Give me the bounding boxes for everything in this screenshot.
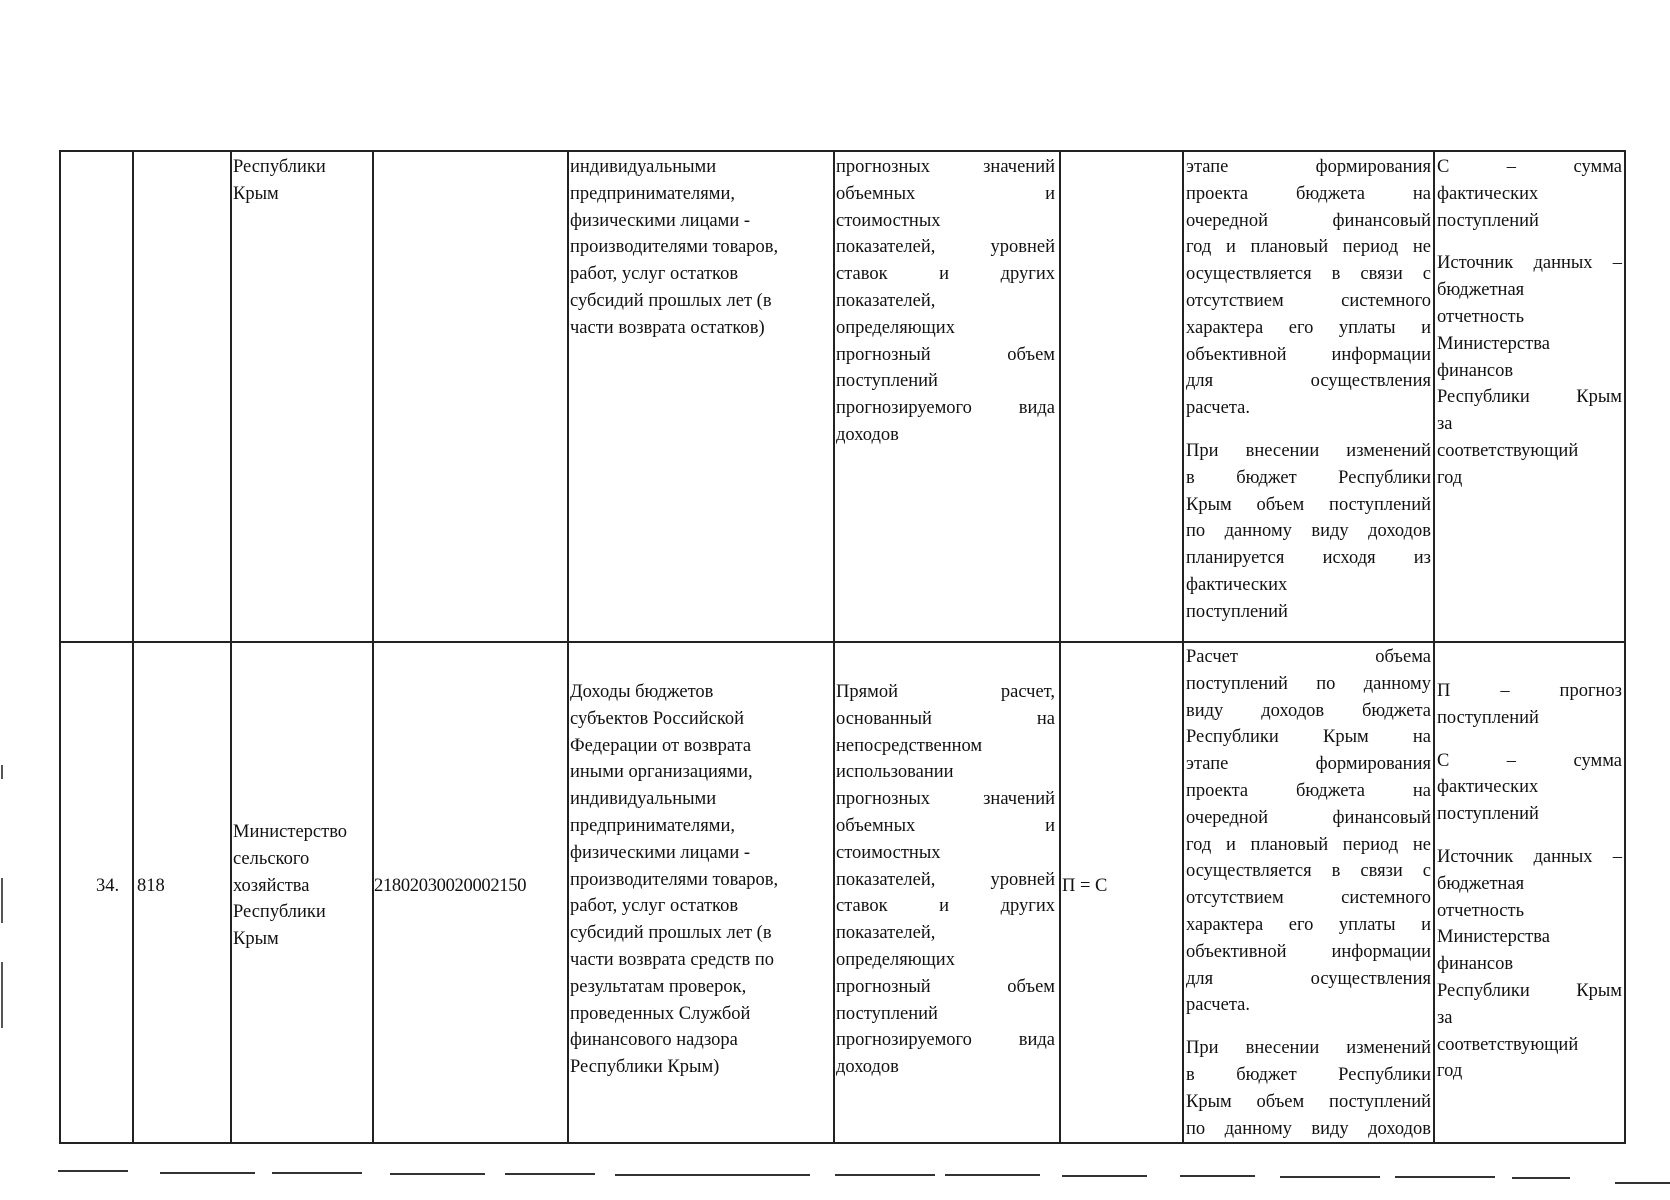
method-line: прогнозный объем [836,976,1055,997]
method-line: доходов [836,424,899,445]
organ-line: Крым [233,183,279,204]
description-line: поступлений [1186,601,1288,622]
scan-dash [272,1172,362,1174]
parameter-line: Республики Крым [1437,387,1622,408]
method-line: ставок и других [836,896,1055,917]
method-cell [836,679,1055,1081]
method-line: определяющих [836,949,955,970]
parameter-line: С – сумма [1437,157,1622,177]
name-line: результатам проверок, [570,976,747,997]
scan-edge-mark [1,878,3,923]
scan-dash [1615,1182,1670,1184]
description-cell [1186,644,1431,1142]
parameter-line: Источник данных – [1437,846,1622,867]
method-line: доходов [836,1057,899,1078]
method-line: стоимостных [836,842,941,863]
method-line: прогнозных значений [836,157,1055,177]
description-line: в бюджет Республики [1186,467,1431,488]
description-line: год и плановый период не [1186,834,1431,855]
parameter-line: П – прогноз [1437,681,1622,701]
method-line: прогнозный объем [836,344,1055,365]
parameter-line: фактических [1437,777,1539,798]
name-line: иными организациями, [570,762,753,783]
method-line: стоимостных [836,210,941,231]
scan-dash [1180,1175,1255,1177]
scan-dash [615,1174,810,1176]
description-line: осуществляется в связи с [1186,861,1431,882]
column-border [833,150,835,1144]
table-top-border [59,150,1626,152]
parameter-line: С – сумма [1437,750,1622,771]
parameter-line: за [1437,1007,1453,1028]
method-line: определяющих [836,317,955,338]
parameter-line: отчетность [1437,900,1525,921]
description-line: отсутствием системного [1186,290,1431,311]
organ-line: Республики [233,157,326,177]
description-line: При внесении изменений [1186,440,1431,461]
name-line: физическими лицами - [570,210,751,231]
description-line: объективной информации [1186,941,1431,962]
scan-dash [835,1174,935,1176]
organ-line: Республики [233,902,326,923]
description-line: фактических [1186,574,1288,595]
description-line: Крым объем поступлений [1186,1091,1431,1112]
method-cell-top [836,154,1055,449]
column-border [372,150,374,1144]
description-line: по данному виду доходов [1186,1118,1431,1139]
parameters-cell [1437,678,1622,1085]
description-line: очередной финансовый [1186,210,1431,231]
parameter-line: год [1437,1061,1463,1082]
column-border [1059,150,1061,1144]
name-line: Доходы бюджетов [570,682,714,702]
parameter-line: финансов [1437,360,1514,381]
method-line: основанный на [836,708,1055,729]
parameter-line: за [1437,414,1453,435]
description-line: расчета. [1186,398,1250,419]
description-line: в бюджет Республики [1186,1064,1431,1085]
organ-line: Министерство [233,822,348,842]
description-line: объективной информации [1186,344,1431,365]
method-line: прогнозных значений [836,789,1055,810]
column-border [1624,150,1626,1144]
description-line: характера его уплаты и [1186,914,1431,935]
method-line: объемных и [836,183,1055,204]
name-line: индивидуальными [570,789,717,810]
description-line: Крым объем поступлений [1186,494,1431,515]
scan-dash [1280,1176,1380,1178]
scan-dash [1395,1176,1495,1178]
parameter-line: Источник данных – [1437,253,1622,274]
scan-dash [1512,1177,1570,1179]
method-line: использовании [836,762,954,783]
organ-cell-top [233,154,369,208]
parameter-line: поступлений [1437,210,1539,231]
method-line: показателей, уровней [836,237,1055,258]
parameter-line: фактических [1437,183,1539,204]
method-line: ставок и других [836,264,1055,285]
name-line: субсидий прошлых лет (в [570,923,772,944]
parameter-line: отчетность [1437,306,1525,327]
description-line: отсутствием системного [1186,888,1431,909]
scan-dash [505,1173,595,1175]
scan-dash [390,1173,485,1175]
parameter-line: бюджетная [1437,873,1525,894]
scan-dash [160,1172,255,1174]
description-line: характера его уплаты и [1186,317,1431,338]
row-divider [59,641,1626,643]
description-line: При внесении изменений [1186,1038,1431,1059]
method-line: Прямой расчет, [836,682,1055,702]
organ-cell [233,819,371,953]
method-line: показателей, [836,923,936,944]
scan-dash [1062,1175,1147,1177]
row-number: 34. [96,876,120,896]
name-cell [570,679,832,1081]
name-line: производителями товаров, [570,237,779,258]
description-line: Расчет объема [1186,647,1431,667]
description-line: для осуществления [1186,371,1431,392]
description-line: год и плановый период не [1186,237,1431,258]
name-line: части возврата остатков) [570,317,765,338]
name-line: субсидий прошлых лет (в [570,290,772,311]
name-line: Федерации от возврата [570,735,752,756]
name-line: проведенных Службой [570,1003,751,1024]
parameter-line: Министерства [1437,333,1550,354]
method-line: показателей, [836,290,936,311]
column-border [1433,150,1435,1144]
parameter-line: Республики Крым [1437,980,1622,1001]
column-border [230,150,232,1144]
description-line: этапе формирования [1186,157,1431,177]
description-line: по данному виду доходов [1186,521,1431,542]
kbk-code: 21802030020002150 [374,876,527,896]
name-line: работ, услуг остатков [570,896,739,917]
method-line: непосредственном [836,735,983,756]
parameter-line: Министерства [1437,927,1550,948]
name-line: субъектов Российской [570,708,745,729]
column-border [132,150,134,1144]
parameters-cell-top [1437,154,1622,492]
name-line: работ, услуг остатков [570,264,739,285]
description-line: этапе формирования [1186,754,1431,775]
method-line: объемных и [836,815,1055,836]
scan-dash [945,1174,1040,1176]
name-cell-top [570,154,832,342]
name-line: физическими лицами - [570,842,751,863]
name-line: индивидуальными [570,157,717,177]
description-line: Республики Крым на [1186,727,1431,748]
description-line: виду доходов бюджета [1186,700,1431,721]
description-line: осуществляется в связи с [1186,264,1431,285]
name-line: предпринимателями, [570,183,735,204]
formula-cell: П = С [1062,876,1108,896]
description-cell-top [1186,154,1431,626]
column-border [567,150,569,1144]
parameter-line: поступлений [1437,804,1539,825]
method-line: прогнозируемого вида [836,398,1055,419]
parameter-line: соответствующий [1437,440,1579,461]
description-line: для осуществления [1186,968,1431,989]
column-border [59,150,61,1144]
scan-edge-mark [1,765,3,779]
description-line: проекта бюджета на [1186,183,1431,204]
method-line: поступлений [836,1003,938,1024]
organ-line: сельского [233,848,310,869]
description-line: расчета. [1186,995,1250,1016]
description-line: поступлений по данному [1186,673,1431,694]
name-line: Республики Крым) [570,1057,720,1078]
organ-line: Крым [233,929,279,950]
method-line: показателей, уровней [836,869,1055,890]
method-line: поступлений [836,371,938,392]
description-line: проекта бюджета на [1186,780,1431,801]
admin-code: 818 [137,876,165,896]
name-line: финансового надзора [570,1030,738,1051]
name-line: части возврата средств по [570,949,775,970]
description-line: очередной финансовый [1186,807,1431,828]
parameter-line: бюджетная [1437,280,1525,301]
scan-dash [58,1170,128,1172]
description-line: планируется исходя из [1186,548,1431,569]
parameter-line: поступлений [1437,707,1539,728]
parameter-line: финансов [1437,954,1514,975]
scan-edge-mark [1,962,3,1028]
method-line: прогнозируемого вида [836,1030,1055,1051]
name-line: предпринимателями, [570,815,735,836]
name-line: производителями товаров, [570,869,779,890]
organ-line: хозяйства [233,875,310,896]
column-border [1182,150,1184,1144]
parameter-line: соответствующий [1437,1034,1579,1055]
parameter-line: год [1437,467,1463,488]
